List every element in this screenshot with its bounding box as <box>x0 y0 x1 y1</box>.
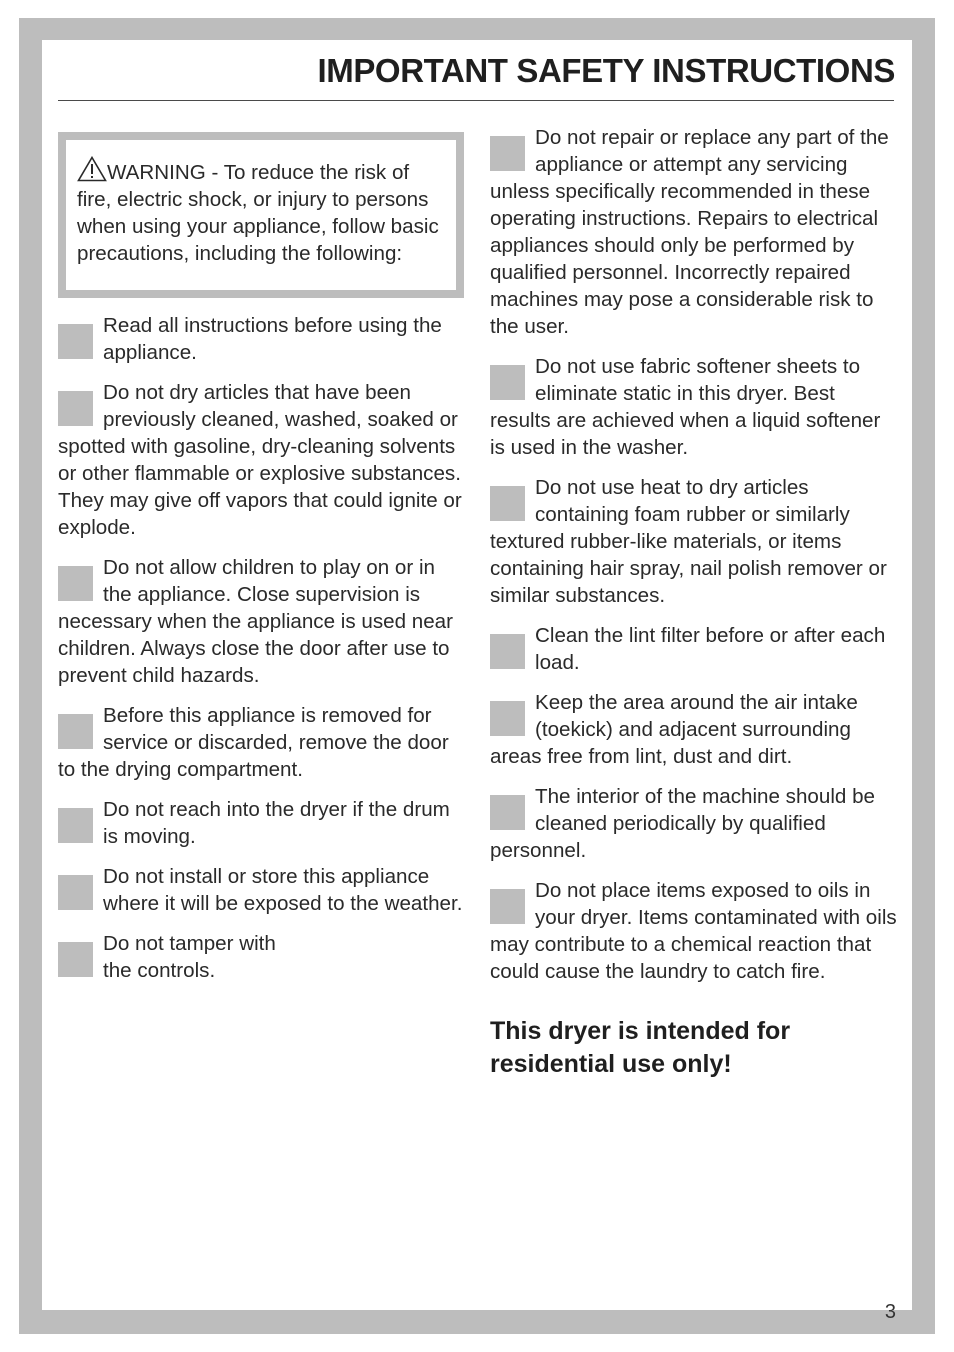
list-item-text: Read all instructions before using the appliance. <box>103 314 442 364</box>
title-rule <box>58 100 894 101</box>
bullet-square <box>58 566 93 601</box>
list-item-text: Do not install or store this appliance where it will be exposed to the weather. <box>103 865 463 915</box>
page-number: 3 <box>884 1301 896 1323</box>
list-item <box>490 124 900 340</box>
bullet-square <box>58 875 93 910</box>
list-item <box>490 689 900 770</box>
bullet-square <box>490 795 525 830</box>
list-item-text: Clean the lint filter before or after each load. <box>535 624 886 674</box>
list-item <box>58 554 468 689</box>
list-item <box>58 930 288 984</box>
bullet-square <box>490 701 525 736</box>
bullet-square <box>490 889 525 924</box>
list-item <box>58 702 468 783</box>
bullet-square <box>490 136 525 171</box>
bullet-square <box>58 808 93 843</box>
page-title: IMPORTANT SAFETY INSTRUCTIONS <box>317 52 895 89</box>
list-item <box>490 877 900 985</box>
list-item <box>58 312 468 366</box>
list-item <box>490 622 900 676</box>
left-column <box>58 312 468 997</box>
list-item-text: Do not use heat to dry articles containing foam rubber or similarly textured rubber-like materials, or items containing hair spray, nail polish remover or similar substances. <box>490 476 887 607</box>
list-item-text: Do not place items exposed to oils in your dryer. Items contaminated with oils may contribute to a chemical reaction that could cause the laundry to catch fire. <box>490 879 897 983</box>
list-item <box>58 796 468 850</box>
closing-statement: This dryer is intended for residential use only! <box>490 1017 791 1078</box>
list-item-text: Do not dry articles that have been previously cleaned, washed, soaked or spotted with gasoline, dry-cleaning solvents or other flammable or explosive substances. They may give off vapors that could ignite or explode. <box>58 381 462 539</box>
bullet-square <box>58 391 93 426</box>
warning-triangle-icon <box>77 156 107 182</box>
warning-text: WARNING - To reduce the risk of fire, electric shock, or injury to persons when using your appliance, follow basic precautions, including the following: <box>77 161 439 265</box>
list-item-text: Do not repair or replace any part of the appliance or attempt any servicing unless specifically recommended in these operating instructions. Repairs to electrical appliances should only be performed by qualified personnel. Incorrectly repaired machines may pose a considerable risk to the user. <box>490 126 889 338</box>
list-item-text: Do not reach into the dryer if the drum is moving. <box>103 798 450 848</box>
list-item-text: Do not allow children to play on or in the appliance. Close supervision is necessary when the appliance is used near children. Always close the door after use to prevent child hazards. <box>58 556 453 687</box>
bullet-square <box>490 634 525 669</box>
list-item-text: Before this appliance is removed for service or discarded, remove the door to the drying compartment. <box>58 704 449 781</box>
list-item <box>58 379 468 541</box>
bullet-square <box>58 324 93 359</box>
bullet-square <box>490 365 525 400</box>
right-column <box>490 124 900 1081</box>
list-item <box>490 474 900 609</box>
list-item-text: Do not tamper with the controls. <box>103 932 276 982</box>
list-item <box>58 863 468 917</box>
list-item-text: Do not use fabric softener sheets to eliminate static in this dryer. Best results are achieved when a liquid softener is used in the washer. <box>490 355 881 459</box>
bullet-square <box>58 714 93 749</box>
list-item <box>490 783 900 864</box>
bullet-square <box>58 942 93 977</box>
bullet-square <box>490 486 525 521</box>
list-item <box>490 353 900 461</box>
warning-box-inner <box>66 140 456 290</box>
list-item-text: Keep the area around the air intake (toekick) and adjacent surrounding areas free from lint, dust and dirt. <box>490 691 858 768</box>
list-item-text: The interior of the machine should be cleaned periodically by qualified personnel. <box>490 785 875 862</box>
warning-box <box>58 132 464 298</box>
